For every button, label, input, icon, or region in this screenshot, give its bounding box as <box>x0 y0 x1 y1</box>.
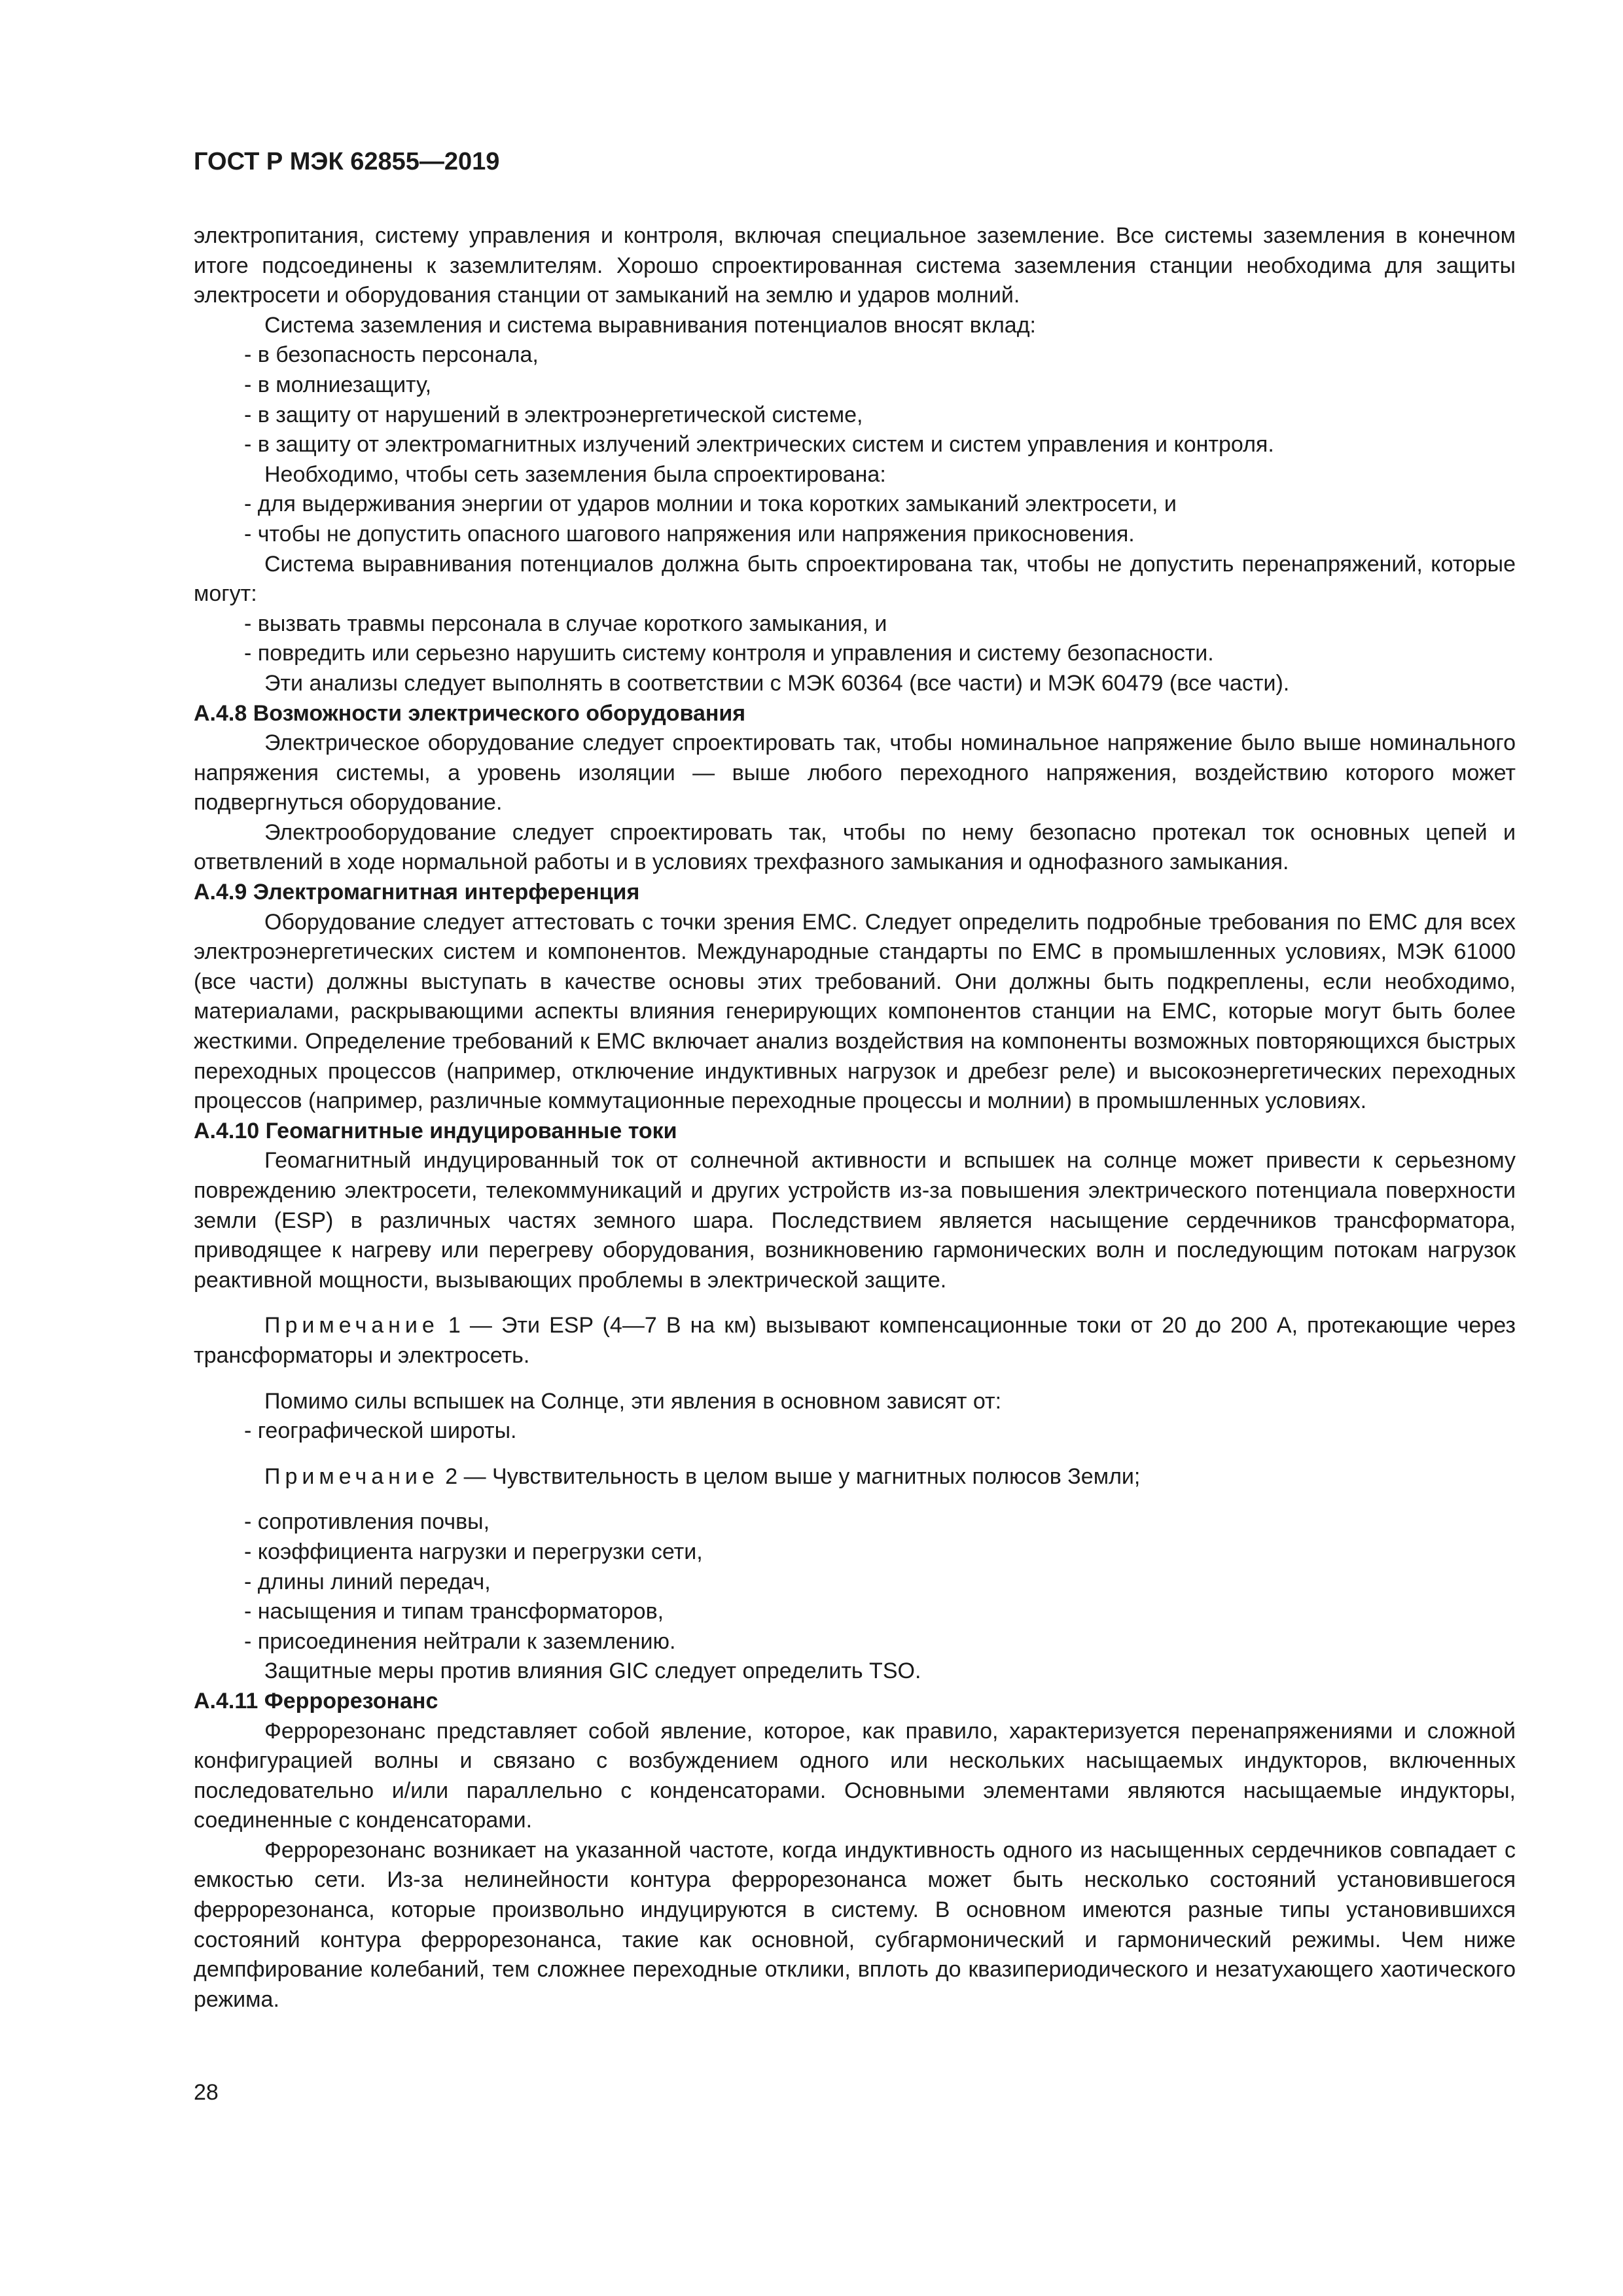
document-header: ГОСТ Р МЭК 62855—2019 <box>194 148 500 175</box>
list-item: - в защиту от электромагнитных излучений электрических систем и систем управления и контроля. <box>194 430 1516 460</box>
paragraph: Эти анализы следует выполнять в соответствии с МЭК 60364 (все части) и МЭК 60479 (все части). <box>264 670 1290 696</box>
list-item: - в молниезащиту, <box>194 370 1516 401</box>
paragraph: Геомагнитный индуцированный ток от солнечной активности и вспышек на солнце может привести к серьезному повреждению электросети, телекоммуникаций и других устройств из-за повышения электрического потенциала поверхности земли (ESP) в различных частях земного шара. Последствием является насыщение сердечников трансформатора, приводящее к нагреву или перегреву оборудования, возникновению гармонических волн и последующим потокам нагрузок реактивной мощности, вызывающих проблемы в электрической защите. <box>194 1148 1516 1293</box>
note-label: Примечание <box>264 1313 439 1338</box>
list-item: - длины линий передач, <box>194 1568 1516 1598</box>
note-text: 2 — Чувствительность в целом выше у магнитных полюсов Земли; <box>438 1463 1141 1489</box>
list-item: - присоединения нейтрали к заземлению. <box>194 1627 1516 1657</box>
paragraph: Феррорезонанс возникает на указанной частоте, когда индуктивность одного из насыщенных сердечников совпадает с емкостью сети. Из-за нелинейности контура феррорезонанса может быть несколько состояний установившегося феррорезонанса, которые произвольно индуцируются в систему. В основном имеются разные типы установившихся состояний контура феррорезонанса, такие как основной, субгармонический и гармонический режимы. Чем ниже демпфирование колебаний, тем сложнее переходные отклики, вплоть до квазипериодического и незатухающего хаотического режима. <box>194 1837 1516 2012</box>
paragraph: Электрооборудование следует спроектировать так, чтобы по нему безопасно протекал ток основных цепей и ответвлений в ходе нормальной работы и в условиях трехфазного замыкания и однофазного замыкания. <box>194 819 1516 875</box>
note-text: 1 — Эти ESP (4—7 В на км) вызывают компенсационные токи от 20 до 200 А, протекающие через трансформаторы и электросеть. <box>194 1313 1516 1368</box>
section-heading: А.4.11 Феррорезонанс <box>194 1688 438 1713</box>
section-heading: А.4.8 Возможности электрического оборудования <box>194 700 746 726</box>
section-heading: А.4.10 Геомагнитные индуцированные токи <box>194 1118 677 1143</box>
page-number: 28 <box>194 2080 219 2105</box>
list-item: - для выдерживания энергии от ударов молнии и тока коротких замыканий электросети, и <box>194 490 1516 520</box>
list-item: - в защиту от нарушений в электроэнергетической системе, <box>194 401 1516 431</box>
paragraph: Оборудование следует аттестовать с точки зрения ЕМС. Следует определить подробные требования по ЕМС для всех электроэнергетических систем и компонентов. Международные стандарты по ЕМС в промышленных условиях, МЭК 61000 (все части) должны выступать в качестве основы этих требований. Они должны быть подкреплены, если необходимо, материалами, раскрывающими аспекты влияния генерирующих компонентов станции на ЕМС, которые могут быть более жесткими. Определение требований к ЕМС включает анализ воздействия на компоненты возможных повторяющихся быстрых переходных процессов (например, отключение индуктивных нагрузок и дребезг реле) и высокоэнергетических переходных процессов (например, различные коммутационные переходные процессы и молнии) в промышленных условиях. <box>194 909 1516 1114</box>
paragraph: Защитные меры против влияния GIC следует определить TSO. <box>264 1659 921 1684</box>
paragraph: Феррорезонанс представляет собой явление, которое, как правило, характеризуется перенапряжениями и сложной конфигурацией волны и связано с возбуждением одного или нескольких насыщаемых индукторов, включенных последовательно и/или параллельно с конденсаторами. Основными элементами являются насыщаемые индукторы, соединенные с конденсаторами. <box>194 1718 1516 1833</box>
paragraph: Система заземления и система выравнивания потенциалов вносят вклад: <box>264 312 1036 338</box>
paragraph: Необходимо, чтобы сеть заземления была спроектирована: <box>264 461 886 487</box>
list-item: - коэффициента нагрузки и перегрузки сети, <box>194 1537 1516 1568</box>
note-label: Примечание <box>264 1463 439 1489</box>
note <box>194 1462 1516 1492</box>
list-item: - сопротивления почвы, <box>194 1507 1516 1537</box>
paragraph: Электрическое оборудование следует спроектировать так, чтобы номинальное напряжение было выше номинального напряжения системы, а уровень изоляции — выше любого переходного напряжения, воздействию которого может подвергнуться оборудование. <box>194 730 1516 816</box>
list-item: - чтобы не допустить опасного шагового напряжения или напряжения прикосновения. <box>194 520 1516 550</box>
paragraph: Помимо силы вспышек на Солнце, эти явления в основном зависят от: <box>264 1388 1002 1414</box>
section-heading: А.4.9 Электромагнитная интерференция <box>194 880 640 905</box>
list-item: - повредить или серьезно нарушить систему контроля и управления и систему безопасности. <box>194 639 1516 669</box>
list-item: - насыщения и типам трансформаторов, <box>194 1597 1516 1627</box>
paragraph: электропитания, систему управления и контроля, включая специальное заземление. Все системы заземления в конечном итоге подсоединены к заземлителям. Хорошо спроектированная система заземления станции необходима для защиты электросети и оборудования станции от замыканий на землю и ударов молний. <box>194 223 1516 308</box>
list-item: - вызвать травмы персонала в случае короткого замыкания, и <box>194 609 1516 639</box>
paragraph: Система выравнивания потенциалов должна быть спроектирована так, чтобы не допустить перенапряжений, которые могут: <box>194 551 1516 607</box>
note <box>194 1311 1516 1371</box>
list-item: - географической широты. <box>194 1416 1516 1446</box>
list-item: - в безопасность персонала, <box>194 340 1516 370</box>
document-body <box>194 221 1516 2015</box>
